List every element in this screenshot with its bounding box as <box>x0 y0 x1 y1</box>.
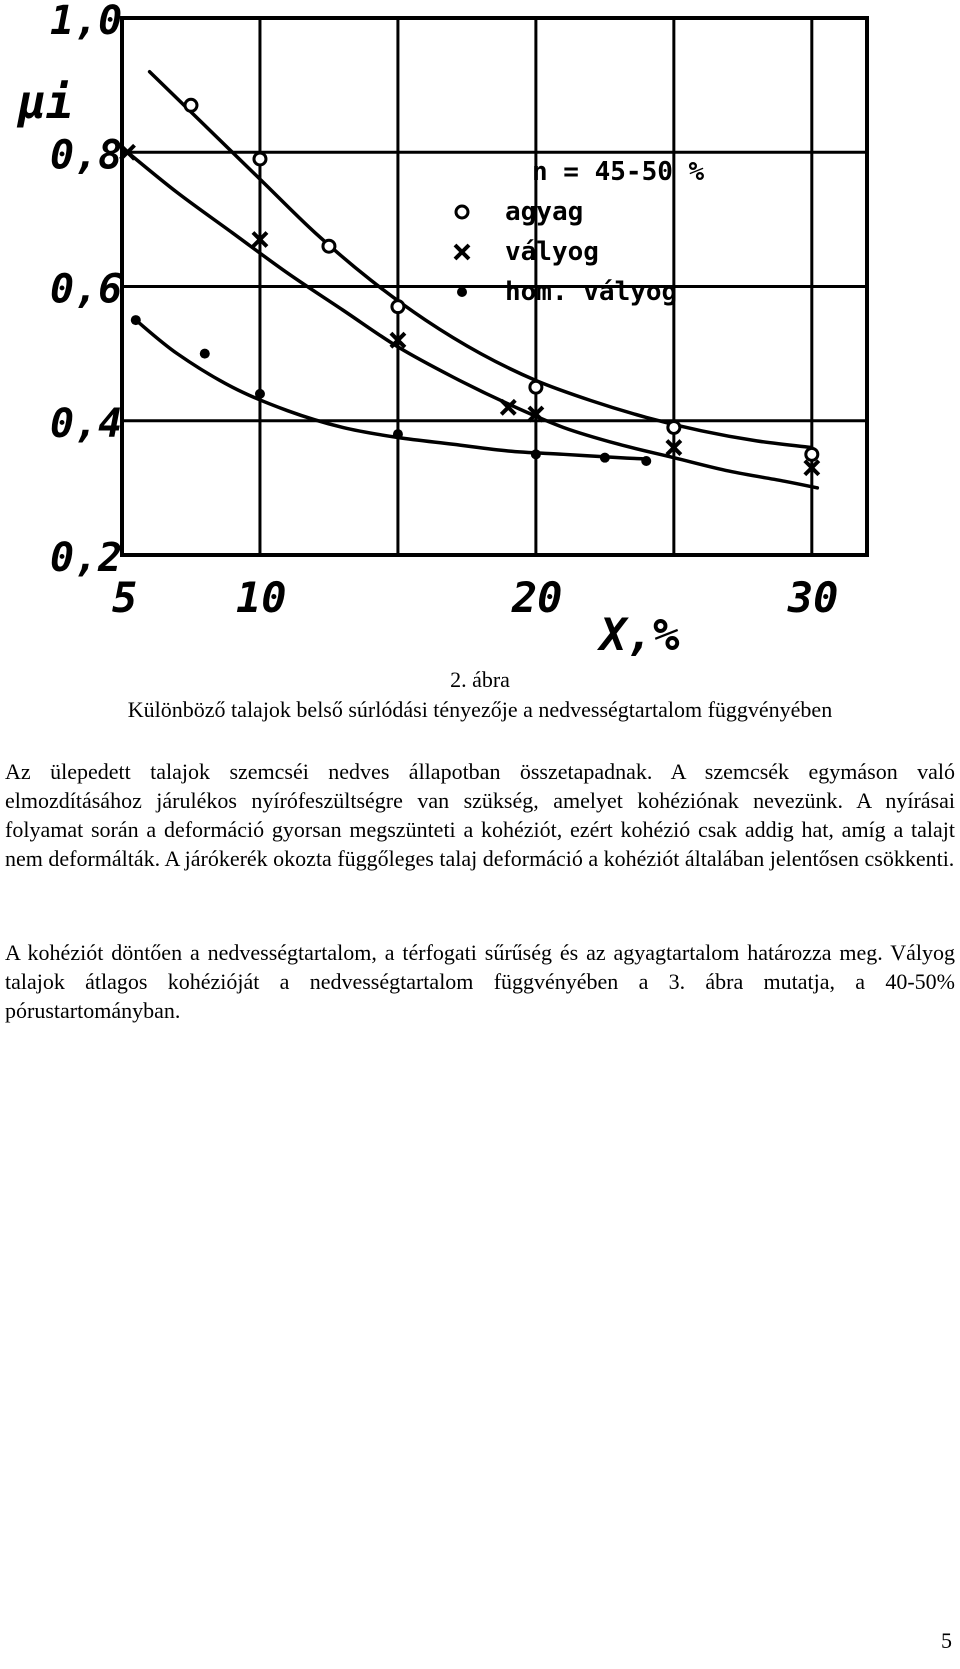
data-point-series-1 <box>668 421 680 433</box>
legend <box>455 157 705 307</box>
legend-marker <box>457 287 467 297</box>
x-tick-label: 5 <box>112 573 138 622</box>
y-tick-label: 0,6 <box>50 266 123 313</box>
friction-coefficient-chart <box>0 0 960 700</box>
legend-label: vályog <box>505 237 599 267</box>
figure-caption: Különböző talajok belső súrlódási tényezője a nedvességtartalom függvényében <box>127 697 833 722</box>
y-tick-label: 0,2 <box>50 535 123 581</box>
x-axis-label: X,% <box>600 610 680 661</box>
data-point-series-1 <box>254 153 266 165</box>
data-point-series-3 <box>393 429 403 439</box>
data-point-series-3 <box>255 389 265 399</box>
x-tick-label: 20 <box>511 573 563 622</box>
series-curves <box>128 72 818 488</box>
y-tick-label: 1,0 <box>50 0 123 44</box>
legend-title: n = 45-50 % <box>532 157 705 187</box>
y-tick-label: 0,4 <box>50 400 123 447</box>
legend-label: hom. vályog <box>505 277 678 307</box>
x-tick-labels <box>112 573 838 622</box>
legend-marker <box>456 206 468 218</box>
data-point-series-1 <box>806 448 818 460</box>
data-point-series-1 <box>185 99 197 111</box>
page-number: 5 <box>941 1628 952 1653</box>
legend-marker <box>455 245 469 259</box>
data-point-series-3 <box>200 349 210 359</box>
paragraph-2: A kohéziót döntően a nedvességtartalom, a térfogati sűrűség és az agyagtartalom határozza meg. Vályog talajok átlagos kohézióját a nedvességtartalom függvényében a 3. ábra mutatja, a 40-50% pórustartományban. <box>5 940 955 1023</box>
data-point-series-3 <box>600 453 610 463</box>
data-point-series-3 <box>531 449 541 459</box>
data-point-series-3 <box>641 456 651 466</box>
y-tick-label: 0,8 <box>50 132 123 179</box>
legend-items <box>455 197 677 307</box>
data-point-series-1 <box>530 381 542 393</box>
data-point-series-3 <box>131 315 141 325</box>
x-tick-label: 30 <box>787 573 839 622</box>
x-tick-label: 10 <box>235 573 287 622</box>
paragraph-1: Az ülepedett talajok szemcséi nedves állapotban összetapadnak. A szemcsék egymáson való elmozdításához járulékos nyírófeszültségre van szükség, amelyet kohéziónak nevezünk. A nyírásai folyamat során a deformáció gyorsan megszünteti a kohéziót, ezért kohézió csak addig hat, amíg a talajt nem deformálták. A járókerék okozta függőleges talaj deformáció a kohéziót általában jelentősen csökkenti. <box>5 759 955 871</box>
legend-label: agyag <box>505 197 584 227</box>
data-point-series-1 <box>323 240 335 252</box>
data-point-series-1 <box>392 301 404 313</box>
y-axis-label: μi <box>18 75 74 129</box>
figure-number: 2. ábra <box>450 667 510 692</box>
series-line-2 <box>128 152 818 488</box>
